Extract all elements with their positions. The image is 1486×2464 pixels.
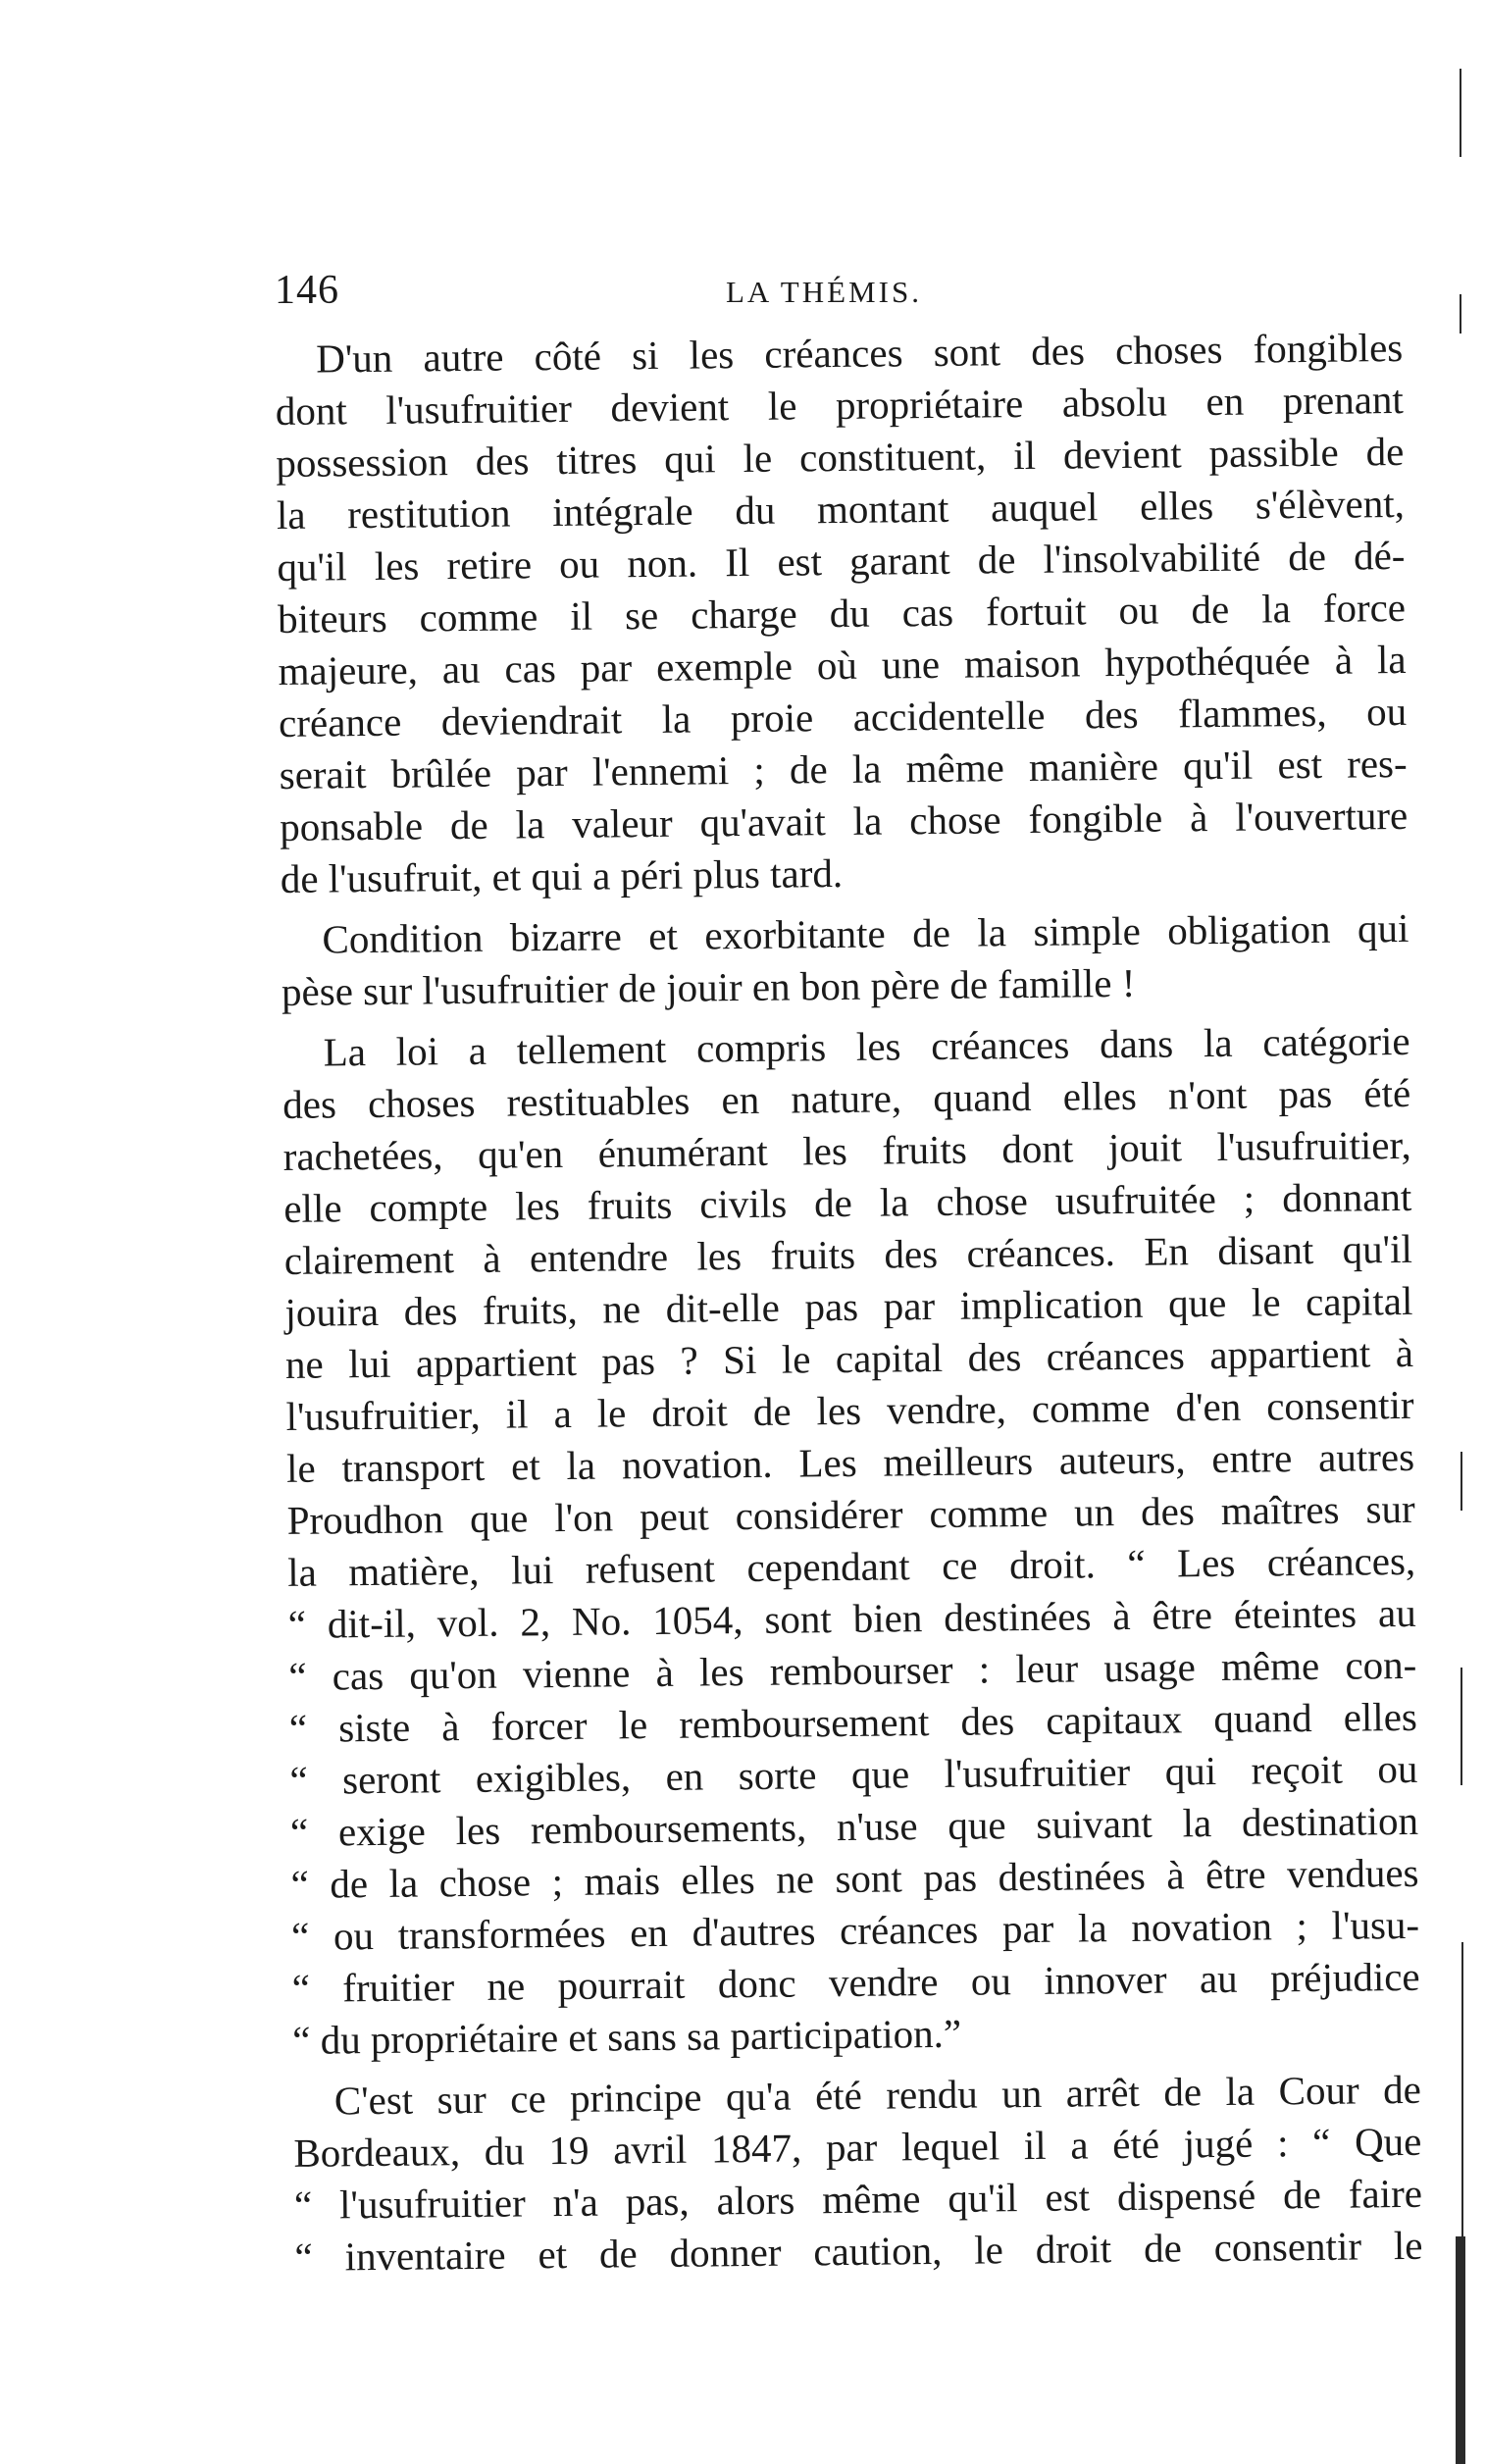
text-line: le transport et la novation. Les meilleurs auteurs, entre autres [285, 1433, 1415, 1491]
page-number: 146 [275, 268, 339, 313]
text-line: “ seront exigibles, en sorte que l'usufruitier qui reçoit ou [289, 1745, 1418, 1803]
text-line: “ fruitier ne pourrait donc vendre ou innover au préjudice [291, 1953, 1420, 2011]
text-line: D'un autre côté si les créances sont des choses fongibles [316, 324, 1404, 382]
text-line: serait brûlée par l'ennemi ; de la même manière qu'il est res- [279, 740, 1408, 797]
running-title: LA THÉMIS. [726, 275, 922, 309]
text-line: créance deviendrait la proie accidentelle des flammes, ou [278, 688, 1408, 745]
text-line: “ du propriétaire et sans sa participation.” [291, 2010, 962, 2063]
text-line: biteurs comme il se charge du cas fortuit ou de la force [277, 584, 1407, 642]
text-line: ne lui appartient pas ? Si le capital des créances appartient à [284, 1329, 1414, 1387]
paragraph-1 [275, 322, 1409, 905]
text-line: Proudhon que l'on peut considérer comme un des maîtres sur [286, 1485, 1415, 1543]
scan-edge-mark [1460, 1668, 1462, 1785]
text-line: “ dit-il, vol. 2, No. 1054, sont bien destinées à être éteintes au [287, 1589, 1416, 1647]
text-line: Bordeaux, du 19 avril 1847, par lequel il a été jugé : “ Que [293, 2118, 1422, 2176]
text-line: “ siste à forcer le remboursement des capitaux quand elles [288, 1693, 1418, 1751]
text-line: “ cas qu'on vienne à les rembourser : leur usage même con- [288, 1641, 1417, 1699]
text-line: jouira des fruits, ne dit-elle pas par implication que le capital [284, 1277, 1413, 1335]
text-line: ponsable de la valeur qu'avait la chose fongible à l'ouverture [280, 792, 1409, 849]
scan-edge-mark [1456, 2236, 1465, 2464]
text-line: la restitution intégrale du montant auquel elles s'élèvent, [276, 480, 1406, 538]
scan-edge-mark [1460, 1452, 1462, 1511]
text-line: La loi a tellement compris les créances dans la catégorie [323, 1017, 1410, 1075]
text-line: des choses restituables en nature, quand elles n'ont pas été [282, 1069, 1411, 1127]
scan-edge-mark [1460, 294, 1461, 334]
text-line: pèse sur l'usufruitier de jouir en bon père de famille ! [281, 959, 1136, 1014]
paragraph-3 [282, 1015, 1420, 2067]
text-line: “ de la chose ; mais elles ne sont pas destinées à être vendues [290, 1849, 1419, 1907]
text-line: dont l'usufruitier devient le propriétaire absolu en prenant [275, 376, 1405, 434]
text-line: l'usufruitier, il a le droit de les vendre, comme d'en consentir [285, 1381, 1414, 1439]
text-line: “ ou transformées en d'autres créances par la novation ; l'usu- [290, 1901, 1420, 1959]
text-line: rachetées, qu'en énumérant les fruits dont jouit l'usufruitier, [282, 1121, 1411, 1179]
text-line: “ l'usufruitier n'a pas, alors même qu'il est dispensé de faire [293, 2170, 1423, 2228]
scan-edge-mark [1460, 69, 1461, 157]
text-line: “ exige les remboursements, n'use que suivant la destination [289, 1797, 1419, 1855]
text-line: Condition bizarre et exorbitante de la simple obligation qui [322, 904, 1409, 962]
paragraph-2 [281, 902, 1409, 1018]
text-line: la matière, lui refusent cependant ce droit. “ Les créances, [286, 1537, 1416, 1595]
scan-edge-mark [1461, 1942, 1463, 2236]
text-line: majeure, au cas par exemple où une maison hypothéquée à la [278, 636, 1407, 693]
paragraph-4 [293, 2064, 1423, 2284]
text-line: elle compte les fruits civils de la chose usufruitée ; donnant [283, 1173, 1412, 1231]
text-line: de l'usufruit, et qui a péri plus tard. [280, 849, 844, 901]
text-line: C'est sur ce principe qu'a été rendu un arrêt de la Cour de [333, 2066, 1422, 2124]
text-line: clairement à entendre les fruits des créances. En disant qu'il [283, 1225, 1413, 1283]
body-text [275, 322, 1423, 2292]
page-header [275, 267, 1393, 316]
text-line: possession des titres qui le constituent, il devient passible de [276, 428, 1405, 486]
text-line: “ inventaire et de donner caution, le droit de consentir le [294, 2222, 1423, 2280]
text-line: qu'il les retire ou non. Il est garant de l'insolvabilité de dé- [277, 532, 1406, 590]
